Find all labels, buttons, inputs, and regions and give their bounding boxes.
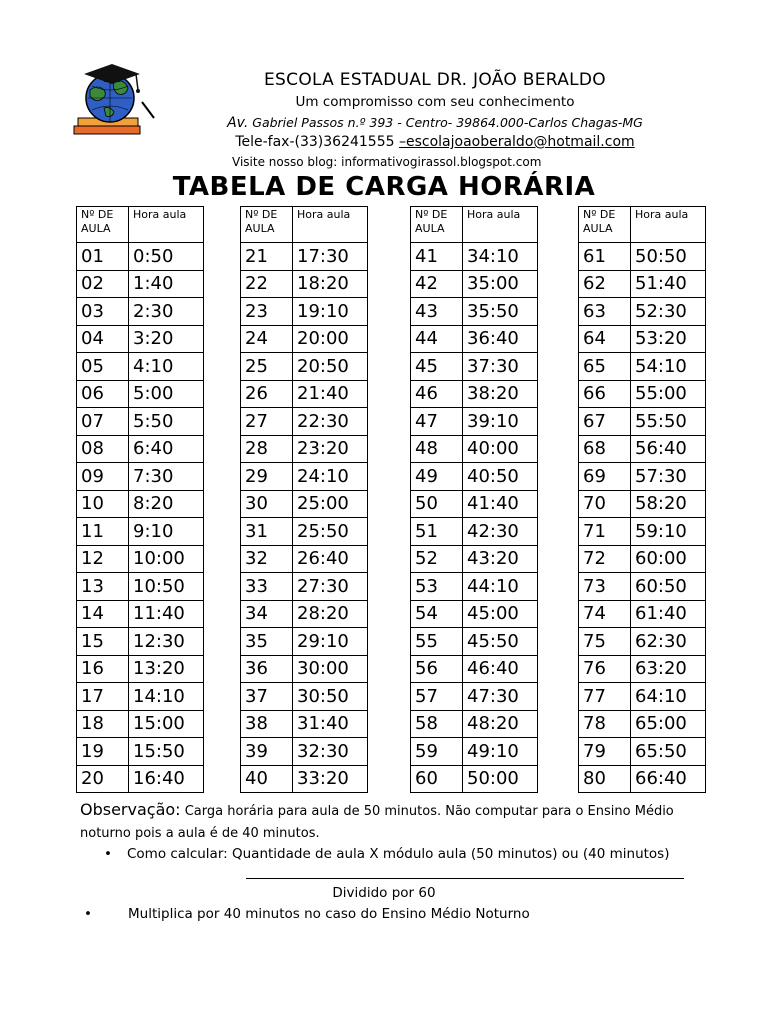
- cell-hora: 28:20: [293, 600, 368, 628]
- table-row: [411, 353, 538, 381]
- table-row: [77, 765, 204, 793]
- cell-aula-number: 47: [411, 408, 463, 436]
- cell-aula-number: 51: [411, 518, 463, 546]
- table-row: [77, 490, 204, 518]
- cell-hora: 33:20: [293, 765, 368, 793]
- table-row: [411, 765, 538, 793]
- table-row: [411, 243, 538, 271]
- cell-aula-number: 21: [241, 243, 293, 271]
- cell-aula-number: 66: [579, 380, 631, 408]
- cell-aula-number: 14: [77, 600, 129, 628]
- table-row: [77, 710, 204, 738]
- school-name: ESCOLA ESTADUAL DR. JOÃO BERALDO: [264, 70, 606, 90]
- table-row: [241, 518, 368, 546]
- cell-hora: 55:00: [631, 380, 706, 408]
- table-row: [77, 655, 204, 683]
- cell-aula-number: 02: [77, 270, 129, 298]
- cell-hora: 46:40: [463, 655, 538, 683]
- cell-aula-number: 65: [579, 353, 631, 381]
- table-row: [579, 380, 706, 408]
- table-row: [241, 325, 368, 353]
- cell-aula-number: 72: [579, 545, 631, 573]
- table-row: [77, 545, 204, 573]
- cell-aula-number: 10: [77, 490, 129, 518]
- cell-hora: 36:40: [463, 325, 538, 353]
- cell-aula-number: 01: [77, 243, 129, 271]
- cell-hora: 63:20: [631, 655, 706, 683]
- cell-hora: 54:10: [631, 353, 706, 381]
- cell-hora: 60:50: [631, 573, 706, 601]
- cell-aula-number: 49: [411, 463, 463, 491]
- divide-text: Dividido por 60: [332, 885, 436, 901]
- cell-hora: 35:50: [463, 298, 538, 326]
- cell-aula-number: 75: [579, 628, 631, 656]
- table-row: [411, 738, 538, 766]
- table-row: [241, 435, 368, 463]
- cell-aula-number: 69: [579, 463, 631, 491]
- table-row: [241, 765, 368, 793]
- cell-aula-number: 36: [241, 655, 293, 683]
- table-row: [77, 435, 204, 463]
- cell-aula-number: 42: [411, 270, 463, 298]
- cell-aula-number: 30: [241, 490, 293, 518]
- table-row: [579, 298, 706, 326]
- cell-hora: 10:00: [129, 545, 204, 573]
- cell-hora: 40:50: [463, 463, 538, 491]
- cell-aula-number: 12: [77, 545, 129, 573]
- cell-aula-number: 28: [241, 435, 293, 463]
- cell-hora: 61:40: [631, 600, 706, 628]
- table-row: [411, 325, 538, 353]
- cell-hora: 0:50: [129, 243, 204, 271]
- cell-hora: 24:10: [293, 463, 368, 491]
- fraction-rule: [246, 878, 684, 879]
- table-row: [77, 380, 204, 408]
- table-row: [241, 600, 368, 628]
- cell-hora: 15:00: [129, 710, 204, 738]
- school-motto: Um compromisso com seu conhecimento: [295, 94, 575, 110]
- cell-hora: 42:30: [463, 518, 538, 546]
- cell-hora: 52:30: [631, 298, 706, 326]
- school-logo-icon: [70, 60, 160, 142]
- observation-note: [80, 799, 700, 845]
- address-prefix: Av.: [227, 115, 249, 131]
- cell-aula-number: 11: [77, 518, 129, 546]
- cell-aula-number: 62: [579, 270, 631, 298]
- cell-hora: 35:00: [463, 270, 538, 298]
- table-row: [77, 683, 204, 711]
- table-row: [241, 243, 368, 271]
- cell-hora: 59:10: [631, 518, 706, 546]
- cell-hora: 51:40: [631, 270, 706, 298]
- schedule-table-3: [410, 206, 538, 793]
- table-row: [411, 408, 538, 436]
- cell-aula-number: 09: [77, 463, 129, 491]
- cell-aula-number: 74: [579, 600, 631, 628]
- table-row: [241, 573, 368, 601]
- cell-aula-number: 26: [241, 380, 293, 408]
- table-row: [411, 628, 538, 656]
- cell-hora: 41:40: [463, 490, 538, 518]
- cell-aula-number: 80: [579, 765, 631, 793]
- cell-hora: 64:10: [631, 683, 706, 711]
- table-header-row: [77, 207, 204, 243]
- cell-hora: 1:40: [129, 270, 204, 298]
- table-row: [411, 600, 538, 628]
- school-address: [180, 115, 690, 131]
- table-row: [411, 380, 538, 408]
- cell-aula-number: 07: [77, 408, 129, 436]
- cell-hora: 10:50: [129, 573, 204, 601]
- cell-hora: 43:20: [463, 545, 538, 573]
- calc-instruction: [104, 846, 744, 862]
- cell-aula-number: 13: [77, 573, 129, 601]
- page-title: TABELA DE CARGA HORÁRIA: [172, 172, 596, 202]
- table-row: [411, 710, 538, 738]
- table-row: [77, 298, 204, 326]
- table-row: [77, 270, 204, 298]
- cell-hora: 62:30: [631, 628, 706, 656]
- phone-text: Tele-fax-(33)36241555: [235, 134, 399, 150]
- cell-aula-number: 78: [579, 710, 631, 738]
- header-num-aula: Nº DE AULA: [411, 207, 463, 243]
- cell-hora: 30:50: [293, 683, 368, 711]
- cell-hora: 44:10: [463, 573, 538, 601]
- table-row: [77, 408, 204, 436]
- table-row: [241, 380, 368, 408]
- observation-text: Carga horária para aula de 50 minutos. Não computar para o Ensino Médio noturno pois a aula é de 40 minutos.: [80, 804, 674, 841]
- table-row: [579, 628, 706, 656]
- cell-hora: 11:40: [129, 600, 204, 628]
- cell-hora: 48:20: [463, 710, 538, 738]
- table-row: [411, 298, 538, 326]
- table-header-row: [411, 207, 538, 243]
- cell-aula-number: 37: [241, 683, 293, 711]
- table-row: [411, 683, 538, 711]
- table-row: [579, 765, 706, 793]
- cell-hora: 26:40: [293, 545, 368, 573]
- table-row: [579, 600, 706, 628]
- cell-hora: 37:30: [463, 353, 538, 381]
- cell-hora: 32:30: [293, 738, 368, 766]
- cell-aula-number: 57: [411, 683, 463, 711]
- cell-hora: 34:10: [463, 243, 538, 271]
- cell-hora: 21:40: [293, 380, 368, 408]
- table-row: [77, 573, 204, 601]
- cell-hora: 53:20: [631, 325, 706, 353]
- cell-aula-number: 24: [241, 325, 293, 353]
- table-row: [411, 270, 538, 298]
- cell-aula-number: 58: [411, 710, 463, 738]
- cell-hora: 6:40: [129, 435, 204, 463]
- table-row: [411, 518, 538, 546]
- table-row: [241, 408, 368, 436]
- cell-aula-number: 03: [77, 298, 129, 326]
- cell-aula-number: 68: [579, 435, 631, 463]
- calc-text: Como calcular: Quantidade de aula X módulo aula (50 minutos) ou (40 minutos): [127, 846, 670, 862]
- table-header-row: [579, 207, 706, 243]
- table-row: [241, 738, 368, 766]
- cell-hora: 12:30: [129, 628, 204, 656]
- cell-hora: 29:10: [293, 628, 368, 656]
- table-row: [241, 298, 368, 326]
- table-row: [579, 655, 706, 683]
- cell-aula-number: 63: [579, 298, 631, 326]
- table-row: [411, 545, 538, 573]
- table-row: [241, 463, 368, 491]
- cell-hora: 16:40: [129, 765, 204, 793]
- table-row: [77, 353, 204, 381]
- cell-hora: 8:20: [129, 490, 204, 518]
- cell-hora: 25:00: [293, 490, 368, 518]
- table-row: [411, 463, 538, 491]
- cell-aula-number: 05: [77, 353, 129, 381]
- cell-hora: 5:50: [129, 408, 204, 436]
- cell-aula-number: 29: [241, 463, 293, 491]
- cell-aula-number: 73: [579, 573, 631, 601]
- table-row: [411, 435, 538, 463]
- table-row: [241, 490, 368, 518]
- cell-aula-number: 67: [579, 408, 631, 436]
- cell-aula-number: 35: [241, 628, 293, 656]
- table-row: [579, 270, 706, 298]
- cell-hora: 18:20: [293, 270, 368, 298]
- cell-aula-number: 53: [411, 573, 463, 601]
- table-row: [579, 683, 706, 711]
- cell-hora: 13:20: [129, 655, 204, 683]
- schedule-table-2: [240, 206, 368, 793]
- cell-hora: 57:30: [631, 463, 706, 491]
- table-row: [579, 545, 706, 573]
- cell-hora: 15:50: [129, 738, 204, 766]
- table-row: [411, 573, 538, 601]
- table-row: [241, 683, 368, 711]
- cell-hora: 49:10: [463, 738, 538, 766]
- cell-aula-number: 45: [411, 353, 463, 381]
- cell-aula-number: 40: [241, 765, 293, 793]
- cell-aula-number: 08: [77, 435, 129, 463]
- address-text: Gabriel Passos n.º 393 - Centro- 39864.000-Carlos Chagas-MG: [248, 115, 643, 130]
- multiply-text: Multiplica por 40 minutos no caso do Ensino Médio Noturno: [128, 906, 530, 922]
- cell-hora: 66:40: [631, 765, 706, 793]
- cell-aula-number: 32: [241, 545, 293, 573]
- table-row: [241, 270, 368, 298]
- cell-hora: 23:20: [293, 435, 368, 463]
- header-num-aula: Nº DE AULA: [77, 207, 129, 243]
- header-num-aula: Nº DE AULA: [579, 207, 631, 243]
- cell-aula-number: 43: [411, 298, 463, 326]
- cell-hora: 45:50: [463, 628, 538, 656]
- cell-hora: 60:00: [631, 545, 706, 573]
- cell-aula-number: 23: [241, 298, 293, 326]
- cell-hora: 5:00: [129, 380, 204, 408]
- table-row: [77, 325, 204, 353]
- bullet: •: [104, 846, 112, 862]
- cell-aula-number: 50: [411, 490, 463, 518]
- header-hora-aula: Hora aula: [463, 207, 538, 243]
- cell-aula-number: 17: [77, 683, 129, 711]
- table-row: [241, 628, 368, 656]
- cell-hora: 56:40: [631, 435, 706, 463]
- cell-aula-number: 55: [411, 628, 463, 656]
- cell-hora: 22:30: [293, 408, 368, 436]
- cell-aula-number: 33: [241, 573, 293, 601]
- cell-aula-number: 56: [411, 655, 463, 683]
- table-row: [579, 518, 706, 546]
- cell-aula-number: 15: [77, 628, 129, 656]
- table-row: [411, 490, 538, 518]
- cell-hora: 65:00: [631, 710, 706, 738]
- cell-aula-number: 59: [411, 738, 463, 766]
- cell-hora: 50:50: [631, 243, 706, 271]
- header-num-aula: Nº DE AULA: [241, 207, 293, 243]
- cell-hora: 30:00: [293, 655, 368, 683]
- cell-hora: 20:00: [293, 325, 368, 353]
- table-row: [241, 710, 368, 738]
- table-row: [579, 325, 706, 353]
- table-row: [579, 710, 706, 738]
- table-row: [579, 408, 706, 436]
- cell-aula-number: 19: [77, 738, 129, 766]
- header-hora-aula: Hora aula: [129, 207, 204, 243]
- cell-aula-number: 61: [579, 243, 631, 271]
- header-hora-aula: Hora aula: [293, 207, 368, 243]
- table-row: [77, 600, 204, 628]
- cell-hora: 31:40: [293, 710, 368, 738]
- cell-aula-number: 25: [241, 353, 293, 381]
- cell-aula-number: 31: [241, 518, 293, 546]
- cell-aula-number: 54: [411, 600, 463, 628]
- cell-hora: 39:10: [463, 408, 538, 436]
- cell-hora: 40:00: [463, 435, 538, 463]
- schedule-table-1: [76, 206, 204, 793]
- cell-hora: 47:30: [463, 683, 538, 711]
- cell-aula-number: 44: [411, 325, 463, 353]
- table-row: [579, 435, 706, 463]
- table-row: [77, 738, 204, 766]
- multiply-instruction: [84, 906, 724, 922]
- cell-aula-number: 22: [241, 270, 293, 298]
- cell-aula-number: 20: [77, 765, 129, 793]
- cell-hora: 55:50: [631, 408, 706, 436]
- cell-hora: 4:10: [129, 353, 204, 381]
- cell-aula-number: 70: [579, 490, 631, 518]
- table-row: [579, 243, 706, 271]
- table-row: [77, 243, 204, 271]
- cell-aula-number: 79: [579, 738, 631, 766]
- email-link[interactable]: –escolajoaoberaldo@hotmail.com: [398, 134, 635, 150]
- cell-hora: 38:20: [463, 380, 538, 408]
- cell-aula-number: 64: [579, 325, 631, 353]
- bullet: •: [84, 906, 92, 922]
- table-row: [579, 353, 706, 381]
- schedule-table-4: [578, 206, 706, 793]
- cell-aula-number: 48: [411, 435, 463, 463]
- table-row: [411, 655, 538, 683]
- cell-aula-number: 76: [579, 655, 631, 683]
- table-row: [579, 463, 706, 491]
- cell-aula-number: 34: [241, 600, 293, 628]
- cell-aula-number: 27: [241, 408, 293, 436]
- cell-hora: 2:30: [129, 298, 204, 326]
- cell-hora: 9:10: [129, 518, 204, 546]
- cell-aula-number: 16: [77, 655, 129, 683]
- cell-hora: 45:00: [463, 600, 538, 628]
- table-header-row: [241, 207, 368, 243]
- cell-aula-number: 39: [241, 738, 293, 766]
- cell-hora: 65:50: [631, 738, 706, 766]
- table-row: [77, 518, 204, 546]
- cell-aula-number: 60: [411, 765, 463, 793]
- observation-label: Observação:: [80, 800, 181, 819]
- table-row: [579, 490, 706, 518]
- cell-aula-number: 77: [579, 683, 631, 711]
- cell-hora: 19:10: [293, 298, 368, 326]
- cell-hora: 25:50: [293, 518, 368, 546]
- table-row: [241, 545, 368, 573]
- cell-hora: 17:30: [293, 243, 368, 271]
- cell-aula-number: 46: [411, 380, 463, 408]
- cell-hora: 50:00: [463, 765, 538, 793]
- cell-aula-number: 18: [77, 710, 129, 738]
- cell-hora: 3:20: [129, 325, 204, 353]
- header-hora-aula: Hora aula: [631, 207, 706, 243]
- table-row: [579, 573, 706, 601]
- table-row: [77, 628, 204, 656]
- table-row: [77, 463, 204, 491]
- table-row: [241, 655, 368, 683]
- table-row: [241, 353, 368, 381]
- table-row: [579, 738, 706, 766]
- cell-aula-number: 38: [241, 710, 293, 738]
- blog-line: Visite nosso blog: informativogirassol.blogspot.com: [232, 155, 542, 169]
- cell-hora: 27:30: [293, 573, 368, 601]
- cell-aula-number: 71: [579, 518, 631, 546]
- cell-hora: 58:20: [631, 490, 706, 518]
- cell-aula-number: 04: [77, 325, 129, 353]
- cell-hora: 20:50: [293, 353, 368, 381]
- cell-aula-number: 41: [411, 243, 463, 271]
- school-contact: [180, 134, 690, 150]
- cell-hora: 7:30: [129, 463, 204, 491]
- cell-hora: 14:10: [129, 683, 204, 711]
- cell-aula-number: 52: [411, 545, 463, 573]
- cell-aula-number: 06: [77, 380, 129, 408]
